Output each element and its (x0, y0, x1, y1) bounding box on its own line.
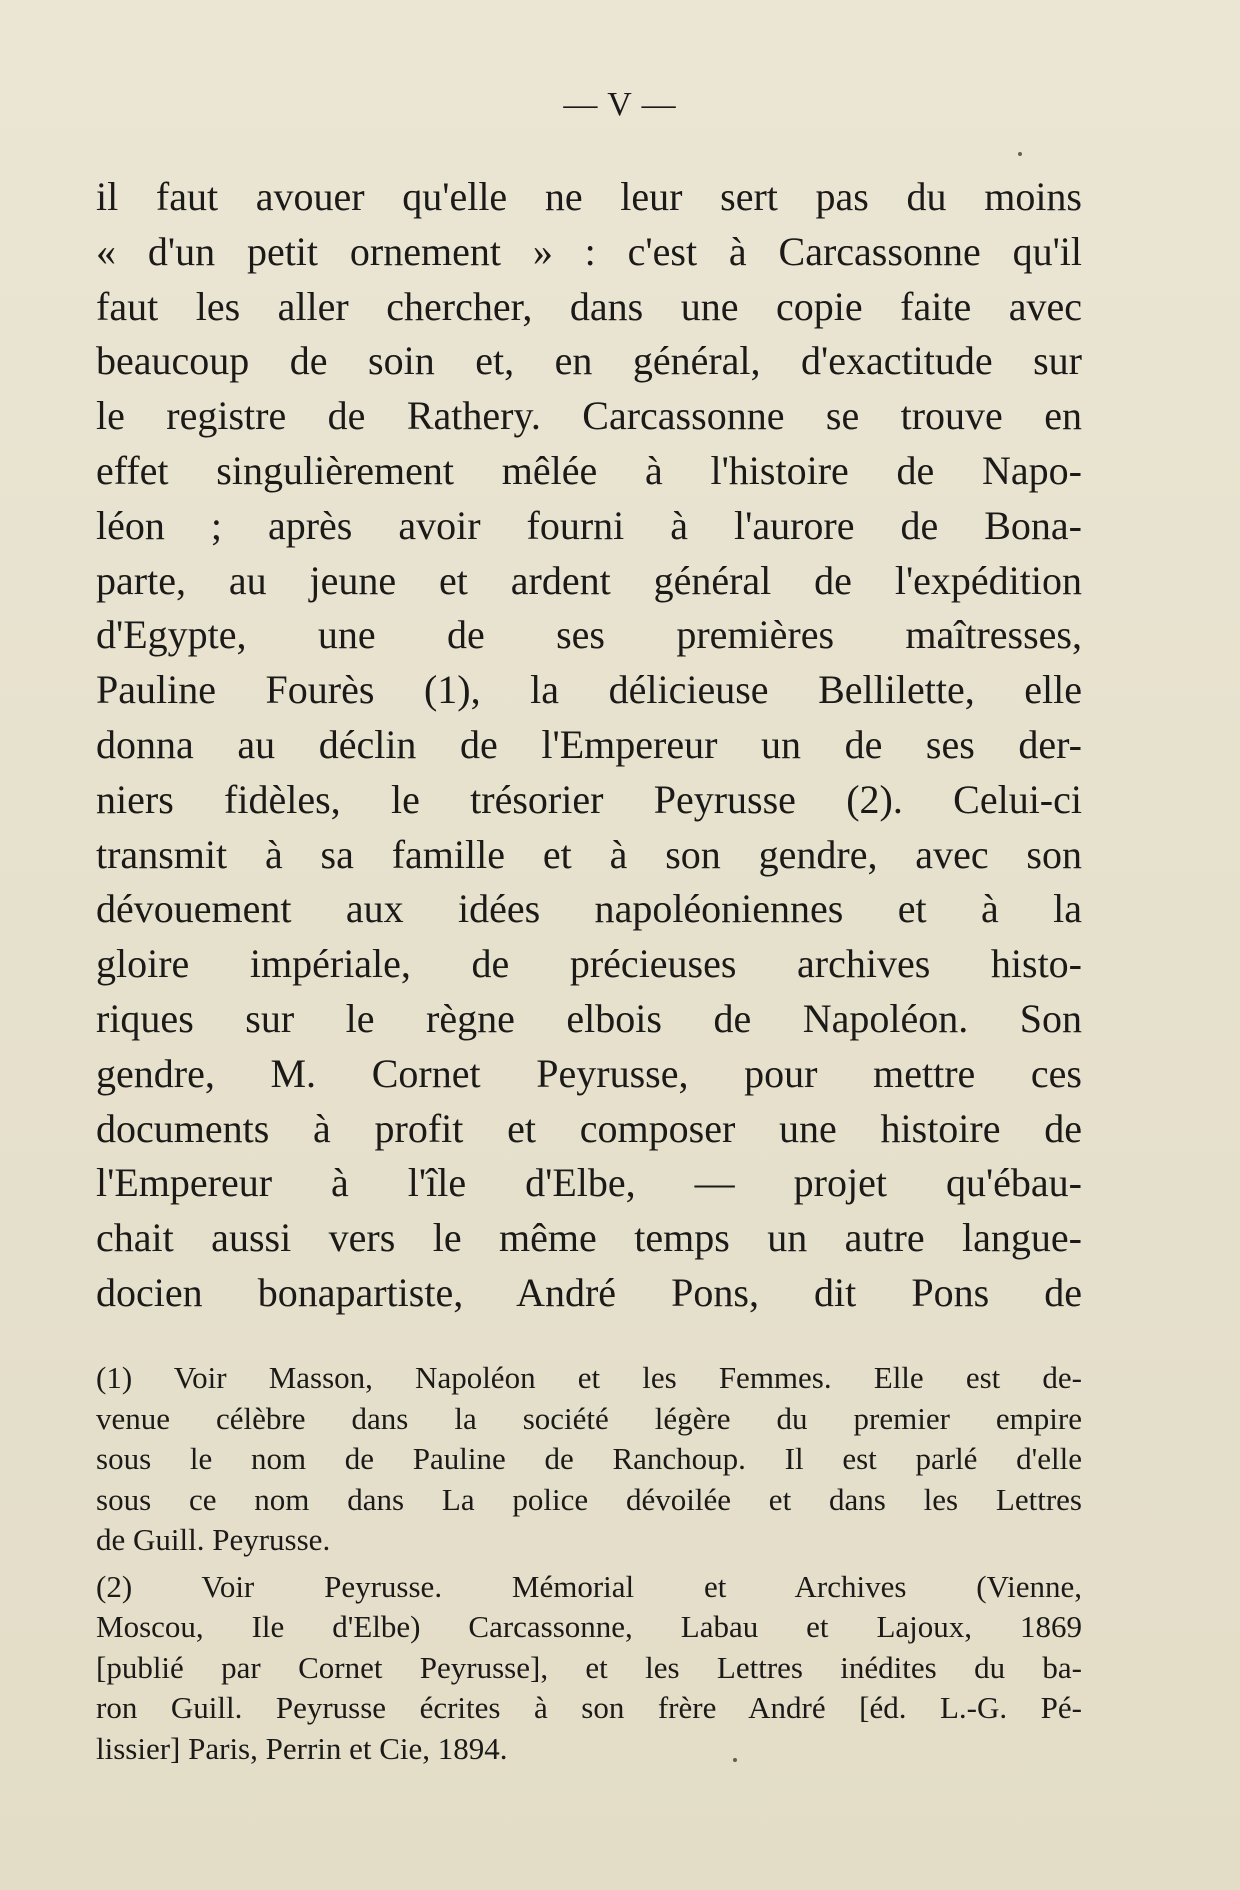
footnotes (96, 1358, 1082, 1769)
body-line: gendre, M. Cornet Peyrusse, pour mettre ces (96, 1050, 1082, 1096)
body-line: d'Egypte, une de ses premières maîtresses, (96, 612, 1082, 658)
body-line: l'Empereur à l'île d'Elbe, — projet qu'ébau- (96, 1160, 1082, 1206)
body-line: docien bonapartiste, André Pons, dit Pons de (96, 1269, 1082, 1315)
ink-speck (733, 1758, 737, 1762)
footnote-line: lissier] Paris, Perrin et Cie, 1894. (96, 1730, 508, 1766)
body-line: documents à profit et composer une histoire de (96, 1105, 1082, 1151)
footnote-line: venue célèbre dans la société légère du premier empire (96, 1400, 1082, 1436)
body-line: léon ; après avoir fourni à l'aurore de Bona- (96, 502, 1082, 548)
body-line: beaucoup de soin et, en général, d'exactitude sur (96, 338, 1082, 384)
footnote-line: sous le nom de Pauline de Ranchoup. Il est parlé d'elle (96, 1441, 1082, 1476)
body-line: niers fidèles, le trésorier Peyrusse (2). Celui-ci (96, 776, 1082, 822)
body-line: donna au déclin de l'Empereur un de ses der- (96, 721, 1082, 767)
footnote-line: [publié par Cornet Peyrusse], et les Lettres inédites du ba- (96, 1649, 1082, 1685)
body-line: gloire impériale, de précieuses archives histo- (96, 941, 1082, 987)
body-line: parte, au jeune et ardent général de l'expédition (96, 557, 1082, 603)
body-line: faut les aller chercher, dans une copie faite avec (96, 283, 1082, 329)
body-line: « d'un petit ornement » : c'est à Carcassonne qu'il (96, 228, 1082, 274)
body-line: le registre de Rathery. Carcassonne se trouve en (96, 393, 1082, 439)
body-line: il faut avouer qu'elle ne leur sert pas du moins (96, 174, 1082, 219)
footnote-line: (1) Voir Masson, Napoléon et les Femmes. Elle est de- (96, 1360, 1082, 1395)
footnote-1 (96, 1358, 1082, 1561)
ink-speck (1018, 152, 1022, 156)
body-line: Pauline Fourès (1), la délicieuse Bellilette, elle (96, 667, 1082, 713)
body-text (96, 170, 1082, 1321)
footnote-line: sous ce nom dans La police dévoilée et dans les Lettres (96, 1481, 1082, 1517)
page-number: — V — (563, 86, 677, 123)
body-line: effet singulièrement mêlée à l'histoire de Napo- (96, 447, 1082, 493)
footnote-line: ron Guill. Peyrusse écrites à son frère André [éd. L.-G. Pé- (96, 1690, 1082, 1725)
body-line: riques sur le règne elbois de Napoléon. Son (96, 995, 1082, 1041)
body-line: transmit à sa famille et à son gendre, avec son (96, 831, 1082, 877)
footnote-line: Moscou, Ile d'Elbe) Carcassonne, Labau et Lajoux, 1869 (96, 1609, 1082, 1644)
body-line: chait aussi vers le même temps un autre langue- (96, 1215, 1082, 1261)
footnote-line: de Guill. Peyrusse. (96, 1522, 331, 1557)
footnote-line: (2) Voir Peyrusse. Mémorial et Archives (Vienne, (96, 1568, 1082, 1604)
body-line: dévouement aux idées napoléoniennes et à la (96, 886, 1082, 932)
footnote-2 (96, 1567, 1082, 1770)
